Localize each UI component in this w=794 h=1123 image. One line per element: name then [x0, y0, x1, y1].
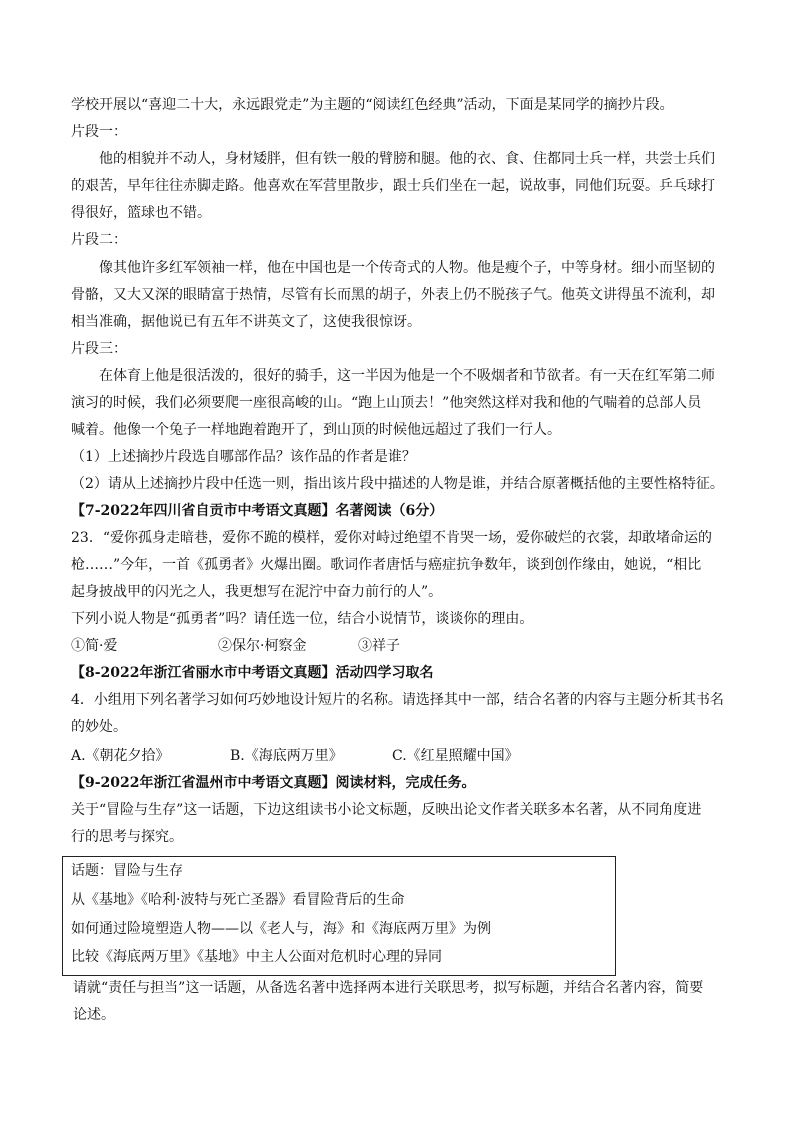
fragment-text: 演习的时候，我们必须要爬一座很高峻的山。“跑上山顶去！”他突然这样对我和他的气喘着的总部人员 — [71, 395, 702, 411]
question-text: 枪……”今年，一首《孤勇者》火爆出圈。歌词作者唐恬与癌症抗争数年，谈到创作缘由，她说，“相比 — [71, 557, 702, 573]
box-line: 如何通过险境塑造人物——以《老人与，海》和《海底两万里》为例 — [71, 921, 491, 937]
section-heading: 【8-2022年浙江省丽水市中考语文真题】活动四学习取名 — [71, 665, 434, 681]
question-text: （1）上述摘抄片段选自哪部作品？该作品的作者是谁？ — [71, 449, 416, 465]
box-line: 从《基地》《哈利·波特与死亡圣器》看冒险背后的生命 — [71, 892, 405, 908]
fragment-label: 片段一： — [71, 124, 127, 140]
question-text: 4．小组用下列名著学习如何巧妙地设计短片的名称。请选择其中一部，结合名著的内容与主题分析其书名 — [71, 692, 724, 708]
fragment-text: 得很好，篮球也不错。 — [71, 205, 211, 221]
intro-text: 学校开展以“喜迎二十大，永远跟党走”为主题的“阅读红色经典”活动，下面是某同学的摘抄片段。 — [71, 97, 674, 113]
topic-box — [62, 856, 616, 976]
section-heading: 【9-2022年浙江省温州市中考语文真题】阅读材料，完成任务。 — [71, 775, 476, 791]
fragment-text: 像其他许多红军领袖一样，他在中国也是一个传奇式的人物。他是瘦个子，中等身材。细小而坚韧的 — [99, 260, 715, 276]
box-line: 比较《海底两万里》《基地》中主人公面对危机时心理的异同 — [71, 949, 442, 965]
fragment-text: 相当准确，据他说已有五年不讲英文了，这使我很惊讶。 — [71, 314, 421, 330]
option-item: ②保尔·柯察金 — [218, 638, 307, 654]
option-item: ①简·爱 — [71, 638, 118, 654]
question-text: （2）请从上述摘抄片段中任选一则，指出该片段中描述的人物是谁，并结合原著概括他的主要性格特征。 — [71, 476, 724, 492]
fragment-label: 片段二： — [71, 232, 127, 248]
question-text: 行的思考与探究。 — [71, 829, 183, 845]
option-item: A.《朝花夕拾》 — [71, 748, 170, 764]
question-text: 下列小说人物是“孤勇者”吗？请任选一位，结合小说情节，谈谈你的理由。 — [71, 611, 534, 627]
section-heading: 【7-2022年四川省自贡市中考语文真题】名著阅读（6分） — [71, 503, 444, 519]
fragment-label: 片段三： — [71, 341, 127, 357]
fragment-text: 喊着。他像一个兔子一样地跑着跑开了，到山顶的时候他远超过了我们一行人。 — [71, 422, 561, 438]
option-item: C.《红星照耀中国》 — [392, 748, 519, 764]
question-text: 请就“责任与担当”这一话题，从备选名著中选择两本进行关联思考，拟写标题，并结合名著内容，简要 — [73, 980, 704, 996]
question-text: 23．“爱你孤身走暗巷，爱你不跪的模样，爱你对峙过绝望不肯哭一场，爱你破烂的衣裳，却敢堵命运的 — [71, 530, 712, 546]
question-text: 关于“冒险与生存”这一话题，下边这组读书小论文标题，反映出论文作者关联多本名著，从不同角度进 — [71, 802, 702, 818]
fragment-text: 骨骼，又大又深的眼睛富于热情，尽管有长而黑的胡子，外表上仍不脱孩子气。他英文讲得虽不流利，却 — [71, 287, 715, 303]
question-text: 的妙处。 — [71, 719, 127, 735]
option-item: ③祥子 — [358, 638, 400, 654]
option-item: B.《海底两万里》 — [230, 748, 343, 764]
fragment-text: 的艰苦，早年往往赤脚走路。他喜欢在军营里散步，跟士兵们坐在一起，说故事，同他们玩耍。乒乓球打 — [71, 178, 715, 194]
question-text: 起身披战甲的闪光之人，我更想写在泥泞中奋力前行的人”。 — [71, 584, 443, 600]
fragment-text: 在体育上他是很活泼的，很好的骑手，这一半因为他是一个不吸烟者和节欲者。有一天在红军第二师 — [99, 368, 715, 384]
question-text: 论述。 — [73, 1007, 115, 1023]
fragment-text: 他的相貌并不动人，身材矮胖，但有铁一般的臂膀和腿。他的衣、食、住都同士兵一样，共尝士兵们 — [99, 151, 715, 167]
box-line: 话题：冒险与生存 — [71, 863, 183, 879]
